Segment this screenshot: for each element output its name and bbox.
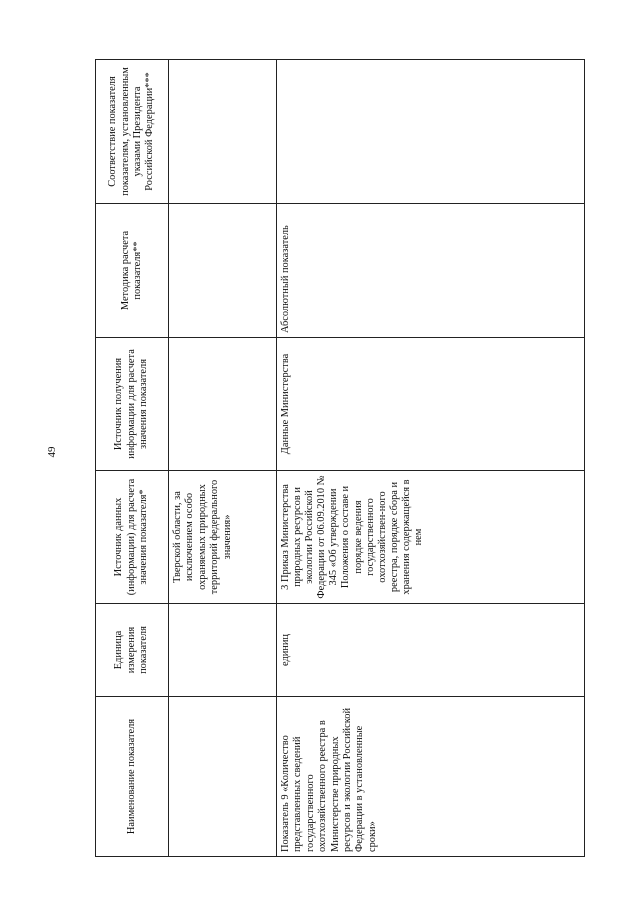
header-name: Наименование показателя	[96, 697, 169, 857]
header-source-info: Источник получения информации для расчета значения показателя	[96, 338, 169, 471]
row1-compliance	[169, 60, 277, 204]
row2-unit: единиц	[277, 604, 585, 697]
header-unit: Единица измерения показателя	[96, 604, 169, 697]
indicators-table	[95, 59, 585, 857]
row2-compliance	[277, 60, 585, 204]
row2-source-data: 3 Приказ Министерства природных ресурсов и экологии Российской Федерации от 06.09.2010 № 345 «Об утверждении Положения о составе и порядке ведения государственного охотхозяйствен-ного реестра, порядке сбора и хранения содержащейся в нем	[277, 471, 585, 604]
row2-source-info: Данные Министерства	[277, 338, 585, 471]
row2-name: Показатель 9 «Количество представленных сведений государственного охотхозяйственного реестра в Министерстве природных ресурсов и экологии Российской Федерации в установленные сроки»	[277, 697, 585, 857]
row1-method	[169, 204, 277, 338]
row1-source-data: Тверской области, за исключением особо охраняемых природных территорий федерального значения»	[169, 471, 277, 604]
row1-source-info	[169, 338, 277, 471]
page-number: 49	[46, 446, 58, 458]
header-row	[96, 60, 169, 857]
row1-name	[169, 697, 277, 857]
header-source-data: Источник данных (информации) для расчета значения показателя*	[96, 471, 169, 604]
table-row	[169, 60, 277, 857]
header-method: Методика расчета показателя**	[96, 204, 169, 338]
header-compliance: Соответствие показателя показателям, установленным указами Президента Российской Федерации***	[96, 60, 169, 204]
row1-unit	[169, 604, 277, 697]
indicators-table-rotated	[95, 60, 584, 857]
table-row	[277, 60, 585, 857]
row2-method: Абсолютный показатель	[277, 204, 585, 338]
